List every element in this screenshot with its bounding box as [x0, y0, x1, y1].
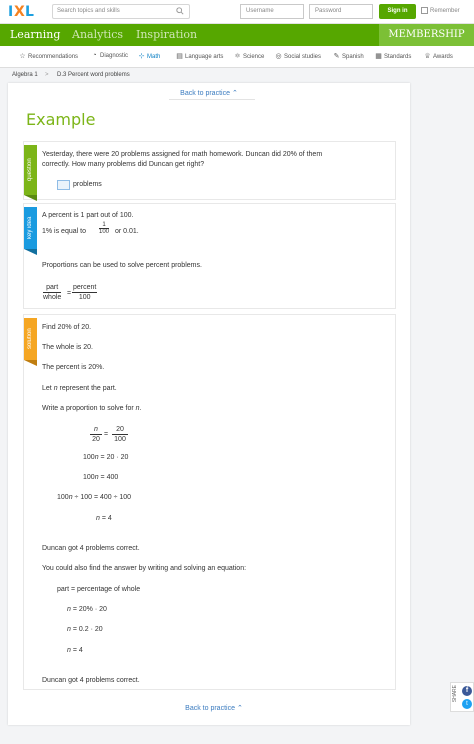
example-title: Example [26, 110, 96, 129]
share-label: SHARE [452, 685, 458, 703]
search-icon[interactable] [176, 7, 184, 15]
tab-inspiration[interactable]: Inspiration [136, 28, 198, 41]
breadcrumb-separator: > [45, 72, 49, 78]
globe-icon: ◎ [275, 53, 282, 60]
text-segment: = 400 [100, 474, 119, 481]
solution-step-3: The percent is 20%. [42, 364, 105, 371]
text-segment: = 4 [101, 515, 112, 522]
back-to-practice-label: Back to practice [180, 90, 230, 97]
text-segment: 100 [83, 454, 95, 461]
variable: n [135, 405, 140, 412]
subnav-label: Math [147, 54, 161, 60]
text-segment: Let [42, 385, 52, 392]
proportion-percent: percent [73, 284, 97, 291]
text-segment: ÷ 100 = 400 ÷ 100 [74, 494, 132, 501]
subnav-item-math[interactable] [138, 52, 160, 60]
variable: n [67, 626, 71, 633]
answer-input[interactable] [57, 180, 70, 190]
text-segment: represent the part. [59, 385, 117, 392]
subnav-label: Diagnostic [100, 53, 129, 59]
password-field[interactable] [309, 4, 373, 19]
text-segment: . [139, 405, 142, 412]
fraction-one-hundredth [99, 222, 109, 235]
solution-tag [24, 318, 37, 374]
eq4 [57, 494, 131, 501]
variable: n [96, 515, 100, 522]
key-idea-line-2-suffix: or 0.01. [115, 228, 139, 235]
tab-learning[interactable]: Learning [10, 28, 61, 41]
membership-button[interactable]: MEMBERSHIP [379, 24, 474, 46]
solution-answer-2: Duncan got 4 problems correct. [42, 677, 140, 684]
variable: n [68, 494, 73, 501]
variable: n [53, 385, 58, 392]
username-placeholder: Username [246, 8, 274, 14]
subnav-item-recommendations[interactable] [19, 52, 78, 60]
text-segment: 100 [57, 494, 69, 501]
question-card [23, 141, 396, 200]
answer-unit: problems [73, 181, 102, 188]
key-idea-tag-label: key idea [27, 216, 33, 240]
variable: n [94, 454, 99, 461]
variable: n [94, 426, 98, 433]
spanish-icon: ✎ [333, 53, 340, 60]
password-placeholder: Password [315, 8, 342, 14]
subnav-item-spanish[interactable] [333, 52, 364, 60]
trophy-icon: ♕ [424, 53, 431, 60]
chevron-up-icon: ⌃ [231, 90, 238, 97]
question-tag [24, 145, 37, 201]
top-bar [0, 0, 474, 24]
proportion-hundred: 100 [78, 294, 91, 301]
subject-nav [0, 46, 474, 68]
subnav-item-standards[interactable] [375, 52, 411, 60]
numerator: 20 [112, 426, 128, 435]
solution-tag-label: solution [27, 328, 33, 350]
facebook-icon[interactable]: f [462, 686, 472, 696]
denominator: 20 [92, 436, 100, 443]
alt-eq-3 [67, 626, 103, 633]
key-idea-line-1: A percent is 1 part out of 100. [42, 212, 134, 219]
subnav-label: Social studies [284, 54, 322, 60]
subnav-label: Language arts [185, 54, 224, 60]
standards-icon: ▦ [375, 53, 382, 60]
remember-checkbox[interactable] [421, 7, 460, 14]
variable: n [94, 474, 99, 481]
subnav-item-language-arts[interactable] [176, 52, 223, 60]
question-line-2: correctly. How many problems did Duncan get right? [42, 161, 205, 168]
key-idea-tag [24, 207, 37, 263]
twitter-icon[interactable]: t [462, 699, 472, 709]
chevron-up-icon: ⌃ [236, 705, 243, 712]
eq3 [83, 474, 118, 481]
subnav-label: Recommendations [28, 54, 79, 60]
question-tag-label: question [27, 158, 33, 182]
subnav-label: Spanish [342, 54, 364, 60]
text-segment: 100 [83, 474, 95, 481]
key-idea-line-3: Proportions can be used to solve percent problems. [42, 262, 202, 269]
alt-eq-2 [67, 606, 107, 613]
question-tag-fold [24, 195, 37, 201]
text-segment: = 20% · 20 [72, 606, 107, 613]
book-icon: ▤ [176, 53, 183, 60]
proportion-whole: whole [43, 294, 62, 301]
back-to-practice-bottom[interactable] [0, 704, 428, 712]
star-icon: ☆ [19, 53, 26, 60]
solution-tag-fold [24, 360, 37, 366]
logo-x: X [14, 4, 25, 20]
sign-in-button[interactable]: Sign in [379, 4, 416, 19]
breadcrumb [0, 68, 474, 83]
subnav-item-science[interactable] [234, 52, 264, 60]
subnav-item-social-studies[interactable] [275, 52, 321, 60]
eq1-equals: = [104, 431, 109, 438]
text-segment: = 4 [72, 647, 83, 654]
variable: n [67, 647, 71, 654]
key-idea-line-2-prefix: 1% is equal to [42, 228, 86, 235]
atom-icon: ⚛ [234, 53, 241, 60]
solution-answer-1: Duncan got 4 problems correct. [42, 545, 140, 552]
solution-step-4 [42, 385, 117, 392]
subnav-label: Standards [384, 54, 412, 60]
subnav-label: Science [243, 54, 265, 60]
eq1-left-fraction [90, 426, 102, 443]
eq1-right-fraction [112, 426, 128, 443]
variable: n [67, 606, 71, 613]
eq5 [96, 515, 112, 522]
subnav-item-awards[interactable] [424, 52, 453, 60]
search-input[interactable] [52, 4, 190, 19]
alt-eq-1: part = percentage of whole [57, 586, 141, 593]
username-field[interactable] [240, 4, 304, 19]
fraction-denominator: 100 [99, 229, 110, 235]
search-placeholder: Search topics and skills [57, 8, 120, 14]
diagnostic-icon: ◔ [92, 52, 97, 59]
eq2 [83, 454, 128, 461]
share-widget [450, 682, 474, 712]
solution-step-5 [42, 405, 142, 412]
solution-step-1: Find 20% of 20. [42, 324, 92, 331]
subnav-item-diagnostic[interactable] [91, 52, 128, 59]
back-to-practice-label: Back to practice [185, 705, 235, 712]
question-line-1: Yesterday, there were 20 problems assigned for math homework. Duncan did 20% of them [42, 151, 323, 158]
solution-alt-intro: You could also find the answer by writing and solving an equation: [42, 565, 247, 572]
checkbox-icon[interactable] [421, 7, 428, 14]
text-segment: = 20 · 20 [100, 454, 129, 461]
key-idea-tag-fold [24, 249, 37, 255]
solution-step-2: The whole is 20. [42, 344, 93, 351]
ixl-logo[interactable] [8, 4, 46, 20]
tab-analytics[interactable]: Analytics [72, 28, 124, 41]
breadcrumb-skill[interactable]: D.3 Percent word problems [57, 72, 130, 78]
proportion-left [43, 284, 61, 301]
back-link-divider [169, 99, 255, 100]
logo-l: L [25, 4, 34, 20]
fraction-numerator: 1 [99, 222, 109, 229]
remember-label: Remember [430, 8, 460, 15]
logo-i: I [8, 4, 14, 20]
text-segment: = 0.2 · 20 [72, 626, 103, 633]
alt-eq-4 [67, 647, 83, 654]
denominator: 100 [114, 436, 126, 443]
subnav-label: Awards [433, 54, 453, 60]
back-to-practice-top[interactable] [0, 89, 418, 97]
proportion-equals: = [67, 290, 72, 297]
math-icon: ⊹ [138, 53, 145, 60]
text-segment: Write a proportion to solve for [42, 405, 134, 412]
proportion-right [72, 284, 97, 301]
proportion-part: part [43, 284, 61, 293]
breadcrumb-course[interactable]: Algebra 1 [12, 72, 38, 78]
